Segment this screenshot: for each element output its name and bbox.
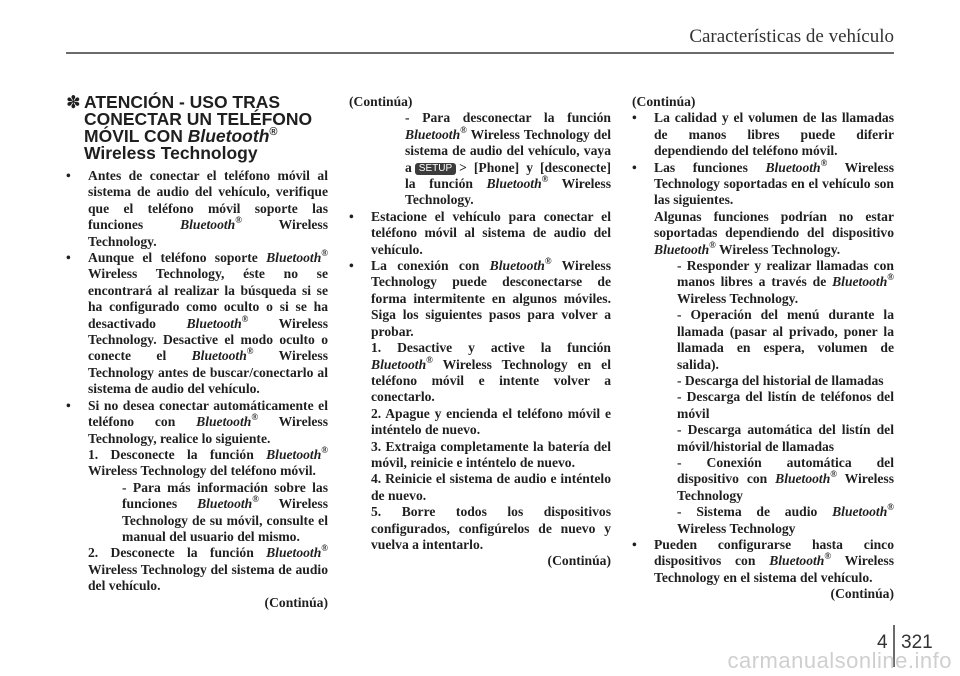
list-item: • La conexión con Bluetooth® Wireless Technology puede desconectarse de forma intermitente en algunos móviles. Siga los siguientes pasos para volver a probar. [349, 256, 612, 339]
list-item: • Antes de conectar el teléfono móvil al sistema de audio del vehículo, verifique que el teléfono móvil soporte las funciones Bluetooth® Wireless Technology. [66, 168, 328, 249]
column-3 [632, 94, 894, 603]
list-item: - Sistema de audio Bluetooth® Wireless Technology [677, 502, 894, 536]
star-icon: ✽ [66, 92, 81, 112]
continued-note: (Continúa) [264, 594, 328, 610]
column-1 [66, 94, 328, 611]
section-title: Características de vehículo [689, 26, 894, 47]
list-item: • La calidad y el volumen de las llamadas de manos libres puede diferir dependiendo del teléfono móvil. [632, 110, 894, 159]
chapter-number: 4 [877, 632, 888, 653]
list-item: 3. Extraiga completamente la batería del móvil, reinicie e inténtelo de nuevo. [371, 438, 611, 470]
header-rule [66, 52, 894, 54]
list-item: - Conexión automática del dispositivo con Bluetooth® Wireless Technology [677, 454, 894, 503]
list-item: 1. Desactive y active la función Bluetooth® Wireless Technology en el teléfono móvil e intente volver a conectarlo. [371, 340, 611, 405]
list-item: - Descarga del historial de llamadas [677, 372, 884, 388]
continued-note: (Continúa) [547, 553, 611, 569]
continued-note: (Continúa) [349, 94, 413, 109]
list-item: 2. Apague y encienda el teléfono móvil e inténtelo de nuevo. [371, 405, 611, 438]
list-item: • Aunque el teléfono soporte Bluetooth® Wireless Technology, éste no se encontrará al realizar la búsqueda si se ha configurado como oculto o si se ha desactivado Bluetooth® Wireless Technology. Desactive el modo oculto o conecte el Bluetooth® Wireless Technology antes de buscar/conectarlo al sistema de audio del vehículo. [66, 248, 328, 397]
setup-button-icon: SETUP [415, 163, 456, 175]
list-item: - Para más información sobre las funciones Bluetooth® Wireless Technology de su móvil, consulte el manual del usuario del mismo. [122, 479, 328, 544]
attention-heading: ✽ ATENCIÓN - USO TRAS CONECTAR UN TELÉFONO MÓVIL CON Bluetooth® Wireless Technology [66, 92, 313, 163]
list-item: • Las funciones Bluetooth® Wireless Technology soportadas en el vehículo son las siguientes. Algunas funciones podrían no estar soportadas dependiendo del dispositivo Bluetooth® Wireless Technology. [632, 157, 894, 257]
list-item: - Descarga automática del listín del móvil/historial de llamadas [677, 422, 894, 454]
list-item: 2. Desconecte la función Bluetooth® Wireless Technology del sistema de audio del vehículo. [88, 543, 328, 594]
continued-note: (Continúa) [830, 586, 894, 602]
page-number: 321 [901, 632, 933, 653]
list-item: - Operación del menú durante la llamada (pasar al privado, poner la llamada en espera, volumen de salida). [677, 307, 894, 372]
list-item: 5. Borre todos los dispositivos configurados, configúrelos de nuevo y vuelva a intentarlo. [371, 504, 611, 552]
list-item: - Responder y realizar llamadas con manos libres a través de Bluetooth® Wireless Technology. [677, 258, 894, 306]
list-item: - Para desconectar la función Bluetooth® Wireless Technology del sistema de audio del vehículo, vaya a SETUP > [Phone] y [desconecte] la función Bluetooth® Wireless Technology. [405, 110, 612, 208]
list-item: 4. Reinicie el sistema de audio e inténtelo de nuevo. [371, 471, 611, 503]
column-2 [349, 94, 611, 570]
list-item: 1. Desconecte la función Bluetooth® Wireless Technology del teléfono móvil. [88, 444, 328, 479]
list-item: • Si no desea conectar automáticamente el teléfono con Bluetooth® Wireless Technology, realice lo siguiente. [66, 397, 328, 446]
list-item: • Estacione el vehículo para conectar el teléfono móvil al sistema de audio del vehículo. [349, 208, 611, 257]
watermark: carmanualsonline.info [727, 648, 952, 673]
continued-note: (Continúa) [632, 94, 696, 109]
list-item: - Descarga del listín de teléfonos del móvil [677, 389, 894, 421]
list-item: • Pueden configurarse hasta cinco dispositivos con Bluetooth® Wireless Technology en el sistema del vehículo. [632, 536, 894, 585]
